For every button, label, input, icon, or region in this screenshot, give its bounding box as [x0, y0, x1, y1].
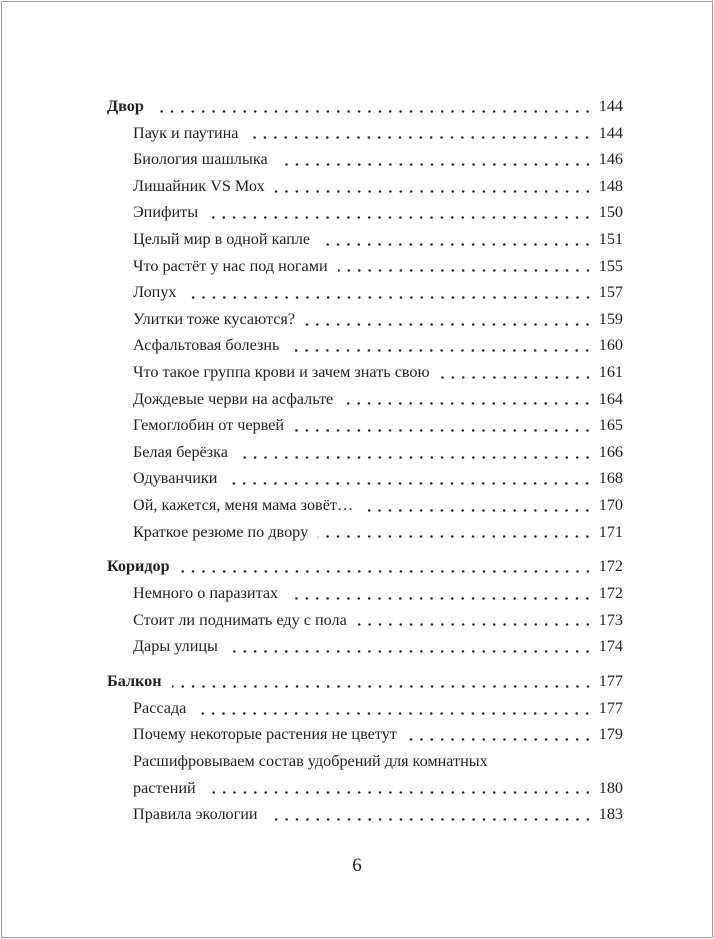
toc-section-title: Балкон	[107, 672, 162, 691]
dot-leader	[172, 685, 593, 688]
dot-leader	[288, 597, 593, 600]
toc-item[interactable]	[107, 775, 623, 802]
dot-leader	[196, 712, 592, 715]
toc-item-title: Гемоглобин от червей	[133, 416, 285, 435]
toc-item[interactable]	[107, 695, 623, 722]
dot-leader	[268, 818, 593, 821]
toc-item[interactable]	[107, 633, 623, 660]
toc-item-page: 183	[598, 805, 623, 824]
toc-item-title: Лишайник VS Мох	[133, 176, 265, 195]
toc-item-title: Биология шашлыка	[133, 150, 268, 169]
toc-item[interactable]	[107, 465, 623, 492]
toc-item-page: 170	[598, 495, 623, 514]
toc-item-title: Ой, кажется, меня мама зовёт…	[133, 495, 354, 514]
dot-leader	[278, 163, 593, 166]
toc-item-title: Эпифиты	[133, 203, 199, 222]
toc-item[interactable]	[107, 580, 623, 607]
toc-item[interactable]	[107, 801, 623, 828]
toc-item[interactable]	[107, 332, 623, 359]
toc-item-page: 159	[598, 309, 623, 328]
dot-leader	[407, 738, 593, 741]
toc-item-page: 151	[598, 229, 623, 248]
toc-item[interactable]	[107, 173, 623, 200]
toc-section-title: Двор	[107, 97, 144, 115]
toc-item-title: Немного о паразитах	[133, 584, 279, 603]
toc-item-title: Одуванчики	[133, 469, 218, 488]
table-of-contents	[107, 93, 623, 828]
toc-item-page: 173	[598, 610, 623, 629]
toc-item[interactable]	[107, 439, 623, 466]
dot-leader	[338, 269, 593, 272]
toc-item-title: Белая берёзка	[133, 442, 228, 461]
toc-item-title: Что растёт у нас под ногами	[133, 256, 328, 275]
toc-section-title: Коридор	[107, 557, 170, 576]
toc-section-page: 177	[598, 672, 623, 691]
dot-leader	[248, 136, 592, 139]
toc-item-title: Почему некоторые растения не цветут	[133, 725, 397, 744]
dot-leader	[187, 296, 593, 299]
toc-item-title: Улитки тоже кусаются?	[133, 309, 296, 328]
dot-leader	[294, 429, 593, 432]
toc-item-page: 146	[598, 150, 623, 169]
toc-item[interactable]	[107, 146, 623, 173]
toc-item-page: 150	[598, 203, 623, 222]
toc-item-title: Что такое группа крови и зачем знать свою	[133, 362, 430, 381]
toc-item[interactable]	[107, 721, 623, 748]
toc-item-page: 157	[598, 283, 623, 302]
toc-item-title: Дары улицы	[133, 637, 218, 656]
toc-item[interactable]	[107, 306, 623, 333]
toc-item-page: 172	[598, 584, 623, 603]
dot-leader	[305, 323, 593, 326]
toc-item[interactable]	[107, 386, 623, 413]
toc-item-title: Асфальтовая болезнь	[133, 336, 280, 355]
dot-leader	[180, 570, 593, 573]
dot-leader	[238, 456, 593, 459]
dot-leader	[289, 349, 592, 352]
dot-leader	[357, 623, 593, 626]
toc-item-page: 164	[598, 389, 623, 408]
dot-leader	[206, 791, 593, 794]
toc-item-page: 166	[598, 442, 623, 461]
toc-item-title: Целый мир в одной капле	[133, 229, 311, 248]
toc-item[interactable]	[107, 253, 623, 280]
toc-item[interactable]	[107, 120, 623, 147]
toc-item-title: Дождевые черви на асфальте	[133, 389, 334, 408]
dot-leader	[318, 535, 593, 538]
toc-item[interactable]	[107, 607, 623, 634]
toc-item-page: 177	[598, 698, 623, 717]
toc-section[interactable]	[107, 553, 623, 580]
dot-leader	[154, 110, 593, 113]
dot-leader	[275, 190, 593, 193]
toc-section-page: 172	[598, 557, 623, 576]
page-number: 6	[352, 855, 362, 876]
toc-item-page: 148	[598, 176, 623, 195]
toc-item-page: 174	[598, 637, 623, 656]
toc-item[interactable]	[107, 492, 623, 519]
toc-item-title: Рассада	[133, 698, 187, 717]
dot-leader	[208, 216, 593, 219]
toc-section[interactable]	[107, 93, 623, 120]
toc-item[interactable]	[107, 359, 623, 386]
dot-leader	[227, 482, 592, 485]
toc-item[interactable]	[107, 279, 623, 306]
toc-item-page: 171	[598, 522, 623, 541]
toc-item[interactable]	[107, 199, 623, 226]
toc-item-title: Паук и паутина	[133, 123, 239, 142]
toc-item-page: 160	[598, 336, 623, 355]
toc-item-title-line[interactable]: Расшифровываем состав удобрений для комнатных	[133, 752, 488, 771]
toc-item-page: 180	[598, 778, 623, 797]
dot-leader	[343, 402, 592, 405]
toc-item-page: 165	[598, 416, 623, 435]
toc-section[interactable]	[107, 668, 623, 695]
toc-item[interactable]	[107, 226, 623, 253]
toc-item-title: растений	[133, 778, 196, 797]
toc-item-title: Правила экологии	[133, 805, 258, 824]
toc-section-page: 144	[598, 97, 623, 115]
toc-item-title: Лопух	[133, 283, 177, 302]
toc-item-page: 168	[598, 469, 623, 488]
dot-leader	[320, 243, 593, 246]
toc-item-page: 155	[598, 256, 623, 275]
toc-item[interactable]	[107, 412, 623, 439]
dot-leader	[363, 509, 593, 512]
toc-item-page: 179	[598, 725, 623, 744]
toc-item-title: Краткое резюме по двору	[133, 522, 309, 541]
toc-item-title: Стоит ли поднимать еду с пола	[133, 610, 347, 629]
toc-item-page: 144	[598, 123, 623, 142]
toc-item-page: 161	[598, 362, 623, 381]
dot-leader	[440, 376, 593, 379]
toc-item[interactable]	[107, 519, 623, 546]
dot-leader	[228, 650, 593, 653]
